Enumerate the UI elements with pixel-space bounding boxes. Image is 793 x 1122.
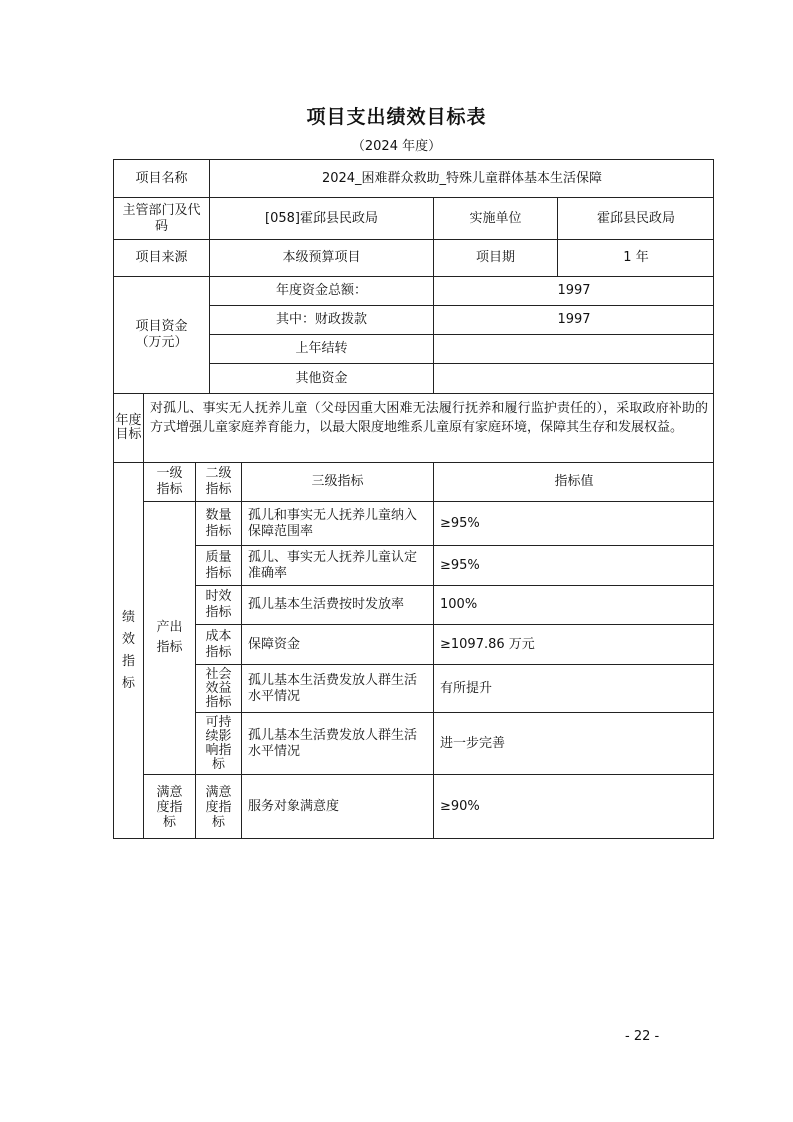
source-value: 本级预算项目 (210, 240, 434, 277)
annual-goal-text: 对孤儿、事实无人抚养儿童（父母因重大困难无法履行抚养和履行监护责任的），采取政府补助的方式增强儿童家庭养育能力，以最大限度地维系儿童原有家庭环境，保障其生存和发展权益。 (144, 394, 714, 463)
header-level2: 二级指标 (196, 463, 242, 502)
performance-table (113, 159, 714, 839)
indicators-section-label: 绩效指标 (114, 463, 144, 839)
funds-carryover-value (434, 335, 714, 364)
indicator-row-level3: 孤儿基本生活费按时发放率 (242, 586, 434, 625)
impl-label: 实施单位 (434, 198, 558, 240)
indicator-row-level2: 时效指标 (196, 586, 242, 625)
funds-other-label: 其他资金 (210, 364, 434, 394)
header-level1: 一级指标 (144, 463, 196, 502)
funds-label: 项目资金（万元） (114, 277, 210, 394)
dept-label: 主管部门及代码 (114, 198, 210, 240)
indicator-row-level2: 成本指标 (196, 625, 242, 665)
funds-fiscal-value: 1997 (434, 306, 714, 335)
indicator-row-level3: 孤儿基本生活费发放人群生活水平情况 (242, 665, 434, 713)
indicator-row-value: ≥95% (434, 546, 714, 586)
indicator-row-value: ≥90% (440, 799, 480, 814)
indicator-row-level2: 可持续影响指标 (196, 713, 242, 775)
indicator-row-level3: 孤儿基本生活费发放人群生活水平情况 (242, 713, 434, 775)
satisfaction-indicator-label: 满意度指标 (144, 775, 196, 839)
indicator-row-value: ≥1097.86 万元 (434, 625, 714, 665)
header-value: 指标值 (434, 463, 714, 502)
project-name-value: 2024_困难群众救助_特殊儿童群体基本生活保障 (210, 160, 714, 198)
indicator-row-level2: 数量指标 (196, 502, 242, 546)
indicator-row-value: 进一步完善 (434, 713, 714, 775)
funds-carryover-label: 上年结转 (210, 335, 434, 364)
period-value: 1 年 (558, 240, 714, 277)
indicator-row-level2: 满意度指标 (196, 775, 242, 839)
indicator-row-level2: 社会效益指标 (196, 665, 242, 713)
header-level3: 三级指标 (242, 463, 434, 502)
impl-value: 霍邱县民政局 (558, 198, 714, 240)
indicator-row-level2: 质量指标 (196, 546, 242, 586)
indicator-row-level3: 服务对象满意度 (242, 775, 434, 839)
output-indicator-label: 产出指标 (144, 502, 196, 775)
funds-other-value (434, 364, 714, 394)
page-number: - 22 - (625, 1029, 660, 1044)
indicator-row-value: 有所提升 (434, 665, 714, 713)
year-label: （2024 年度） (351, 139, 442, 154)
indicator-row-level3: 保障资金 (242, 625, 434, 665)
funds-total-label: 年度资金总额： (210, 277, 434, 306)
funds-fiscal-label: 其中：财政拨款 (210, 306, 434, 335)
project-name-label: 项目名称 (114, 160, 210, 198)
indicator-row-level3: 孤儿、事实无人抚养儿童认定准确率 (242, 546, 434, 586)
indicator-row-value: ≥95% (434, 502, 714, 546)
funds-total-value: 1997 (434, 277, 714, 306)
dept-value: [058]霍邱县民政局 (210, 198, 434, 240)
annual-goal-label: 年度目标 (114, 394, 144, 463)
period-label: 项目期 (434, 240, 558, 277)
page-title: 项目支出绩效目标表 (306, 106, 487, 128)
indicator-row-level3: 孤儿和事实无人抚养儿童纳入保障范围率 (242, 502, 434, 546)
indicator-row-value: 100% (434, 586, 714, 625)
source-label: 项目来源 (114, 240, 210, 277)
